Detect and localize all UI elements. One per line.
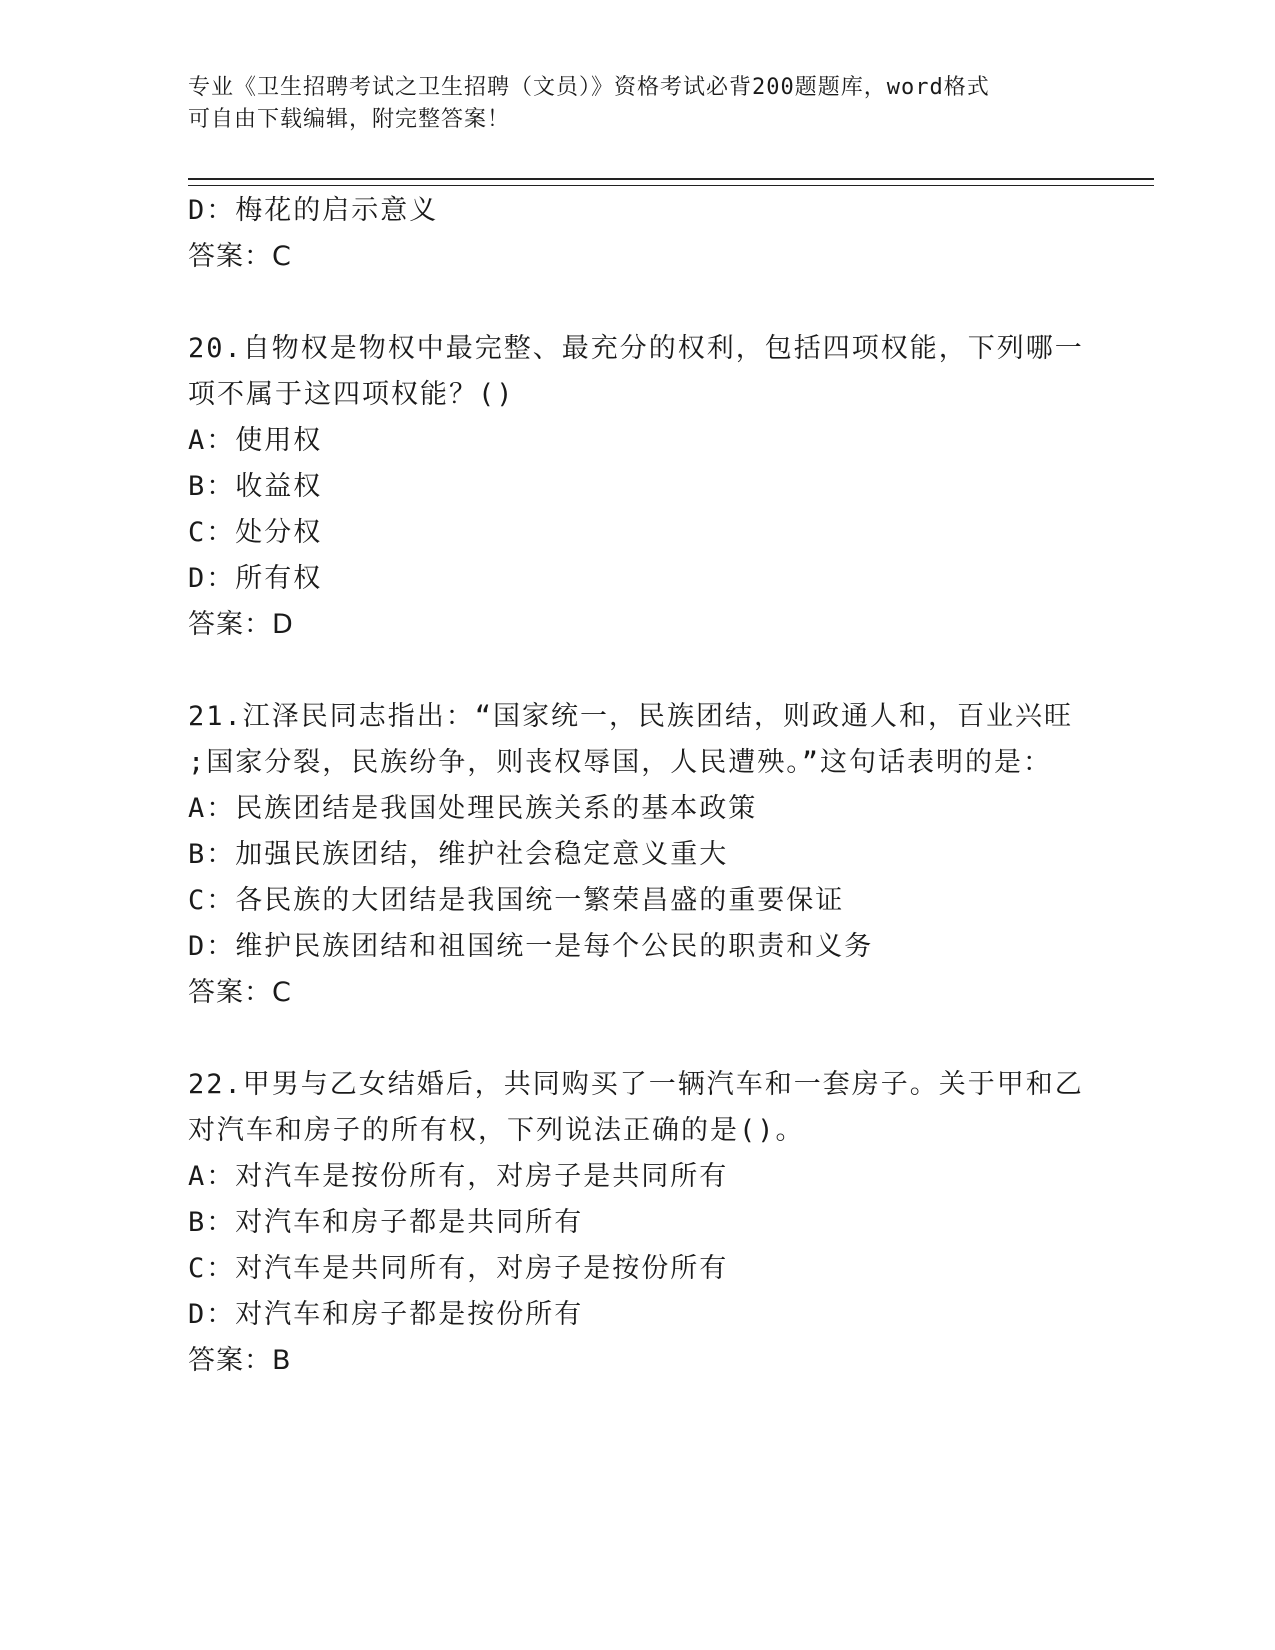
option-a: A：民族团结是我国处理民族关系的基本政策: [188, 793, 758, 824]
option-b: B：对汽车和房子都是共同所有: [188, 1207, 584, 1238]
answer-line: 答案：B: [188, 1345, 292, 1376]
question-stem-line: 20.自物权是物权中最完整、最充分的权利，包括四项权能，下列哪一: [188, 333, 1084, 364]
document-body: [188, 188, 1088, 1384]
header-line-2: 可自由下载编辑，附完整答案！: [188, 107, 511, 132]
answer-line: 答案：C: [188, 977, 292, 1008]
option-d: D：对汽车和房子都是按份所有: [188, 1299, 584, 1330]
answer-line: 答案：C: [188, 241, 292, 272]
option-c: C：处分权: [188, 517, 323, 548]
question-stem-line: 21.江泽民同志指出：“国家统一，民族团结，则政通人和，百业兴旺: [188, 701, 1074, 732]
option-c: C：对汽车是共同所有，对房子是按份所有: [188, 1253, 729, 1284]
option-c: C：各民族的大团结是我国统一繁荣昌盛的重要保证: [188, 885, 845, 916]
option-a: A：使用权: [188, 425, 323, 456]
option-b: B：收益权: [188, 471, 323, 502]
question-20: [188, 326, 1088, 648]
question-22: [188, 1062, 1088, 1384]
header-line-1: 专业《卫生招聘考试之卫生招聘（文员）》资格考试必背200题题库，word格式: [188, 75, 990, 100]
option-d: D：梅花的启示意义: [188, 195, 439, 226]
question-stem-line: 项不属于这四项权能？(): [188, 379, 515, 410]
option-b: B：加强民族团结，维护社会稳定意义重大: [188, 839, 729, 870]
question-stem-line: 22.甲男与乙女结婚后，共同购买了一辆汽车和一套房子。关于甲和乙: [188, 1069, 1084, 1100]
document-header: [188, 72, 1088, 136]
option-d: D：所有权: [188, 563, 323, 594]
previous-question-tail: [188, 188, 1088, 280]
question-21: [188, 694, 1088, 1016]
header-divider: [188, 178, 1154, 186]
answer-line: 答案：D: [188, 609, 294, 640]
question-stem-line: 对汽车和房子的所有权，下列说法正确的是()。: [188, 1115, 805, 1146]
question-stem-line: ;国家分裂，民族纷争，则丧权辱国，人民遭殃。”这句话表明的是：: [188, 747, 1053, 778]
option-a: A：对汽车是按份所有，对房子是共同所有: [188, 1161, 729, 1192]
option-d: D：维护民族团结和祖国统一是每个公民的职责和义务: [188, 931, 874, 962]
